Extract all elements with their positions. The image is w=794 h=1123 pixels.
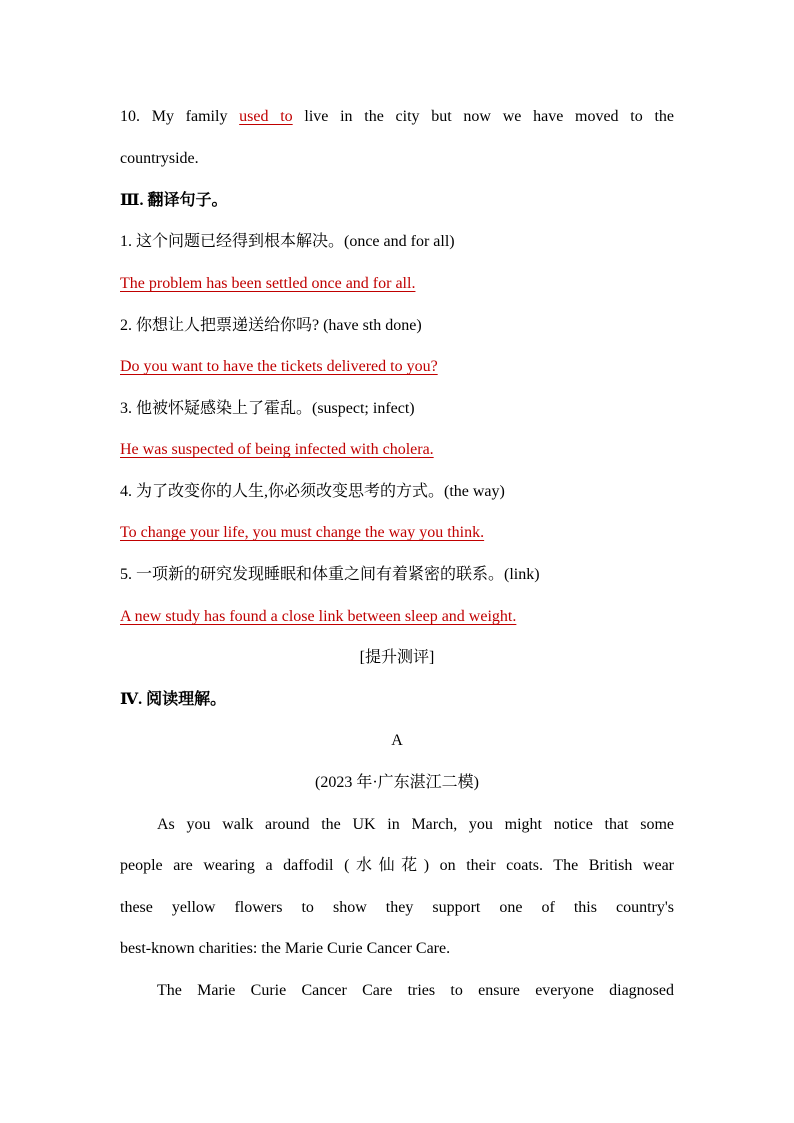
translation-answer-1-text: The problem has been settled once and for all. bbox=[120, 275, 416, 292]
translation-answer-4 bbox=[120, 523, 674, 543]
question-10-line-2: countryside. bbox=[120, 150, 199, 167]
translation-answer-1 bbox=[120, 274, 674, 294]
translation-answer-3 bbox=[120, 440, 674, 460]
question-10-text-start: 10. My family bbox=[120, 108, 240, 125]
section-4-heading: Ⅳ. 阅读理解。 bbox=[120, 691, 227, 708]
translation-prompt-1: 1. 这个问题已经得到根本解决。(once and for all) bbox=[120, 233, 455, 250]
passage-label: A bbox=[391, 732, 403, 749]
passage-line-3: these yellow flowers to show they support one of this country's bbox=[120, 899, 674, 916]
translation-answer-2 bbox=[120, 357, 674, 377]
translation-prompt-4: 4. 为了改变你的人生,你必须改变思考的方式。(the way) bbox=[120, 483, 505, 500]
translation-answer-5-text: A new study has found a close link between sleep and weight. bbox=[120, 608, 517, 625]
section-3-heading: Ⅲ. 翻译句子。 bbox=[120, 192, 228, 209]
translation-answer-4-text: To change your life, you must change the way you think. bbox=[120, 524, 485, 541]
translation-answer-3-text: He was suspected of being infected with cholera. bbox=[120, 441, 434, 458]
translation-prompt-3: 3. 他被怀疑感染上了霍乱。(suspect; infect) bbox=[120, 400, 415, 417]
passage-line-5: The Marie Curie Cancer Care tries to ensure everyone diagnosed bbox=[157, 982, 674, 999]
passage-line-1: As you walk around the UK in March, you might notice that some bbox=[157, 816, 674, 833]
translation-prompt-5: 5. 一项新的研究发现睡眠和体重之间有着紧密的联系。(link) bbox=[120, 566, 540, 583]
question-10-answer: used to bbox=[239, 108, 293, 125]
translation-answer-5 bbox=[120, 607, 674, 627]
passage-source: (2023 年·广东湛江二模) bbox=[315, 774, 479, 791]
passage-line-2: people are wearing a daffodil (水仙花) on their coats. The British wear bbox=[120, 857, 674, 874]
question-10-line-1 bbox=[120, 107, 674, 127]
translation-answer-2-text: Do you want to have the tickets delivered to you? bbox=[120, 358, 438, 375]
passage-line-4: best-known charities: the Marie Curie Cancer Care. bbox=[120, 940, 451, 957]
question-10-text-end: live in the city but now we have moved to the bbox=[292, 108, 674, 125]
assessment-label: [提升测评] bbox=[359, 649, 435, 666]
translation-prompt-2: 2. 你想让人把票递送给你吗? (have sth done) bbox=[120, 317, 422, 334]
